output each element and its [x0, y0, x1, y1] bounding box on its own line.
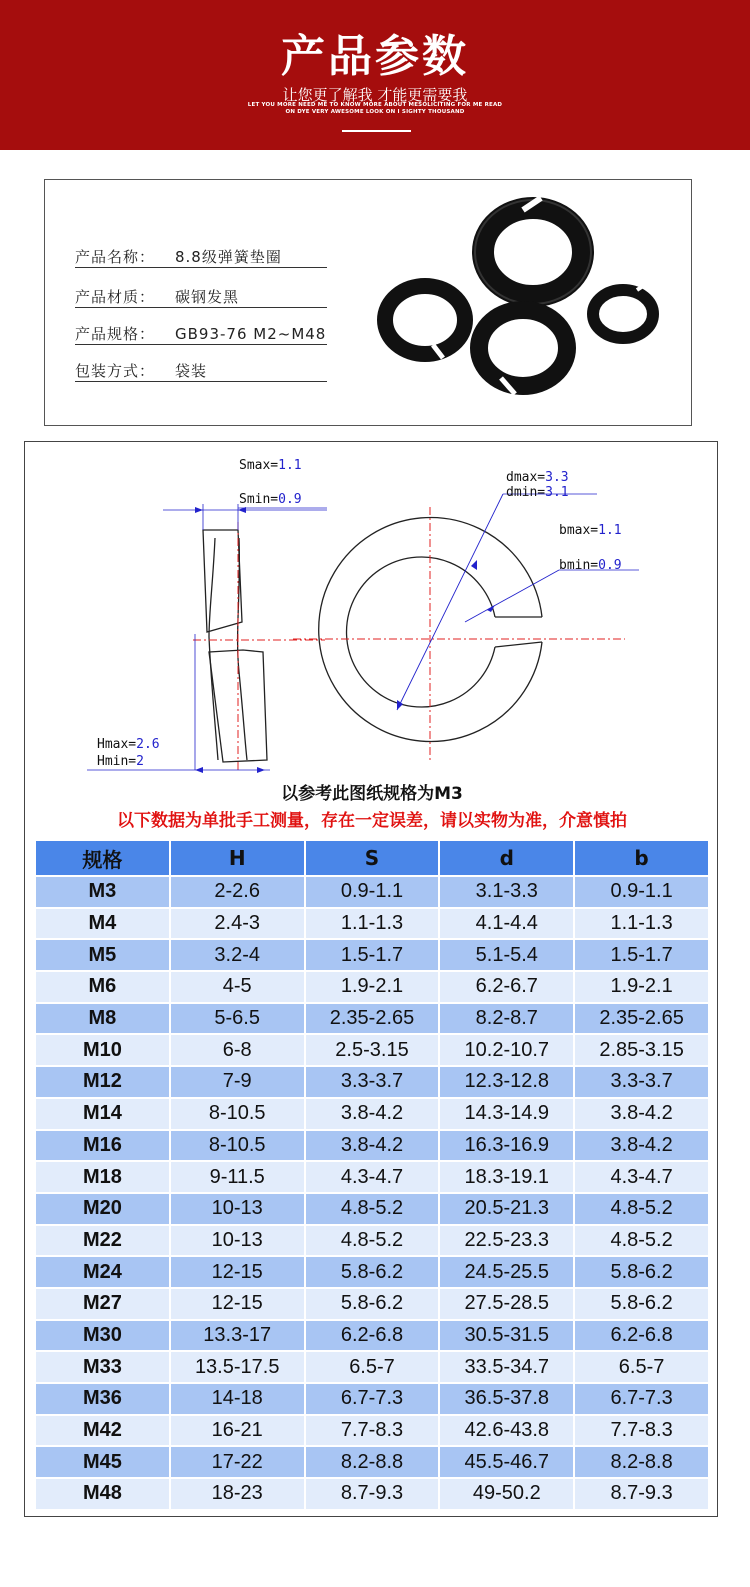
info-row-packaging: [75, 360, 327, 382]
info-label: 产品规格：: [75, 325, 156, 343]
size-cell: M22: [35, 1225, 170, 1257]
value-cell: 1.5-1.7: [574, 939, 709, 971]
table-row: [35, 1415, 709, 1447]
value-cell: 18-23: [170, 1478, 305, 1510]
value-cell: 1.5-1.7: [305, 939, 440, 971]
table-body: [35, 876, 709, 1510]
size-cell: M24: [35, 1256, 170, 1288]
value-cell: 3.3-3.7: [305, 1066, 440, 1098]
spring-washers-photo: [375, 190, 675, 420]
banner-divider: [342, 130, 411, 132]
value-cell: 8-10.5: [170, 1130, 305, 1162]
value-cell: 20.5-21.3: [439, 1193, 574, 1225]
size-cell: M42: [35, 1415, 170, 1447]
header-b: b: [574, 840, 709, 876]
value-cell: 5.8-6.2: [574, 1256, 709, 1288]
page-title: 产品参数: [281, 31, 469, 82]
value-cell: 4.3-4.7: [305, 1161, 440, 1193]
value-cell: 2.35-2.65: [305, 1003, 440, 1035]
value-cell: 5-6.5: [170, 1003, 305, 1035]
table-row: [35, 1383, 709, 1415]
value-cell: 3.1-3.3: [439, 876, 574, 908]
washer-drawing: [25, 442, 719, 777]
bmax-label: bmax=1.1: [559, 523, 622, 538]
value-cell: 5.1-5.4: [439, 939, 574, 971]
reference-caption: 以参考此图纸规格为M3: [281, 784, 463, 804]
value-cell: 22.5-23.3: [439, 1225, 574, 1257]
d-dimension-line: [397, 494, 503, 710]
value-cell: 16-21: [170, 1415, 305, 1447]
value-cell: 45.5-46.7: [439, 1446, 574, 1478]
value-cell: 6.7-7.3: [574, 1383, 709, 1415]
info-value: 8.8级弹簧垫圈: [175, 248, 282, 266]
value-cell: 12-15: [170, 1256, 305, 1288]
value-cell: 33.5-34.7: [439, 1351, 574, 1383]
header-banner: [0, 0, 750, 150]
header-h: H: [170, 840, 305, 876]
size-cell: M48: [35, 1478, 170, 1510]
value-cell: 7.7-8.3: [305, 1415, 440, 1447]
value-cell: 6.5-7: [305, 1351, 440, 1383]
product-info-panel: [44, 179, 692, 426]
smin-label: Smin=0.9: [239, 492, 302, 507]
value-cell: 3.2-4: [170, 939, 305, 971]
value-cell: 12-15: [170, 1288, 305, 1320]
value-cell: 4.8-5.2: [305, 1193, 440, 1225]
value-cell: 3.3-3.7: [574, 1066, 709, 1098]
value-cell: 17-22: [170, 1446, 305, 1478]
dmin-label: dmin=3.1: [506, 485, 569, 500]
bmin-label: bmin=0.9: [559, 558, 622, 573]
value-cell: 2-2.6: [170, 876, 305, 908]
page-subtitle: 让您更了解我 才能更需要我: [282, 86, 468, 104]
info-label: 产品材质：: [75, 288, 156, 306]
value-cell: 7-9: [170, 1066, 305, 1098]
value-cell: 5.8-6.2: [574, 1288, 709, 1320]
value-cell: 49-50.2: [439, 1478, 574, 1510]
value-cell: 3.8-4.2: [305, 1130, 440, 1162]
header-size: 规格: [35, 840, 170, 876]
value-cell: 12.3-12.8: [439, 1066, 574, 1098]
washer-left: [385, 286, 465, 358]
value-cell: 1.9-2.1: [305, 971, 440, 1003]
value-cell: 24.5-25.5: [439, 1256, 574, 1288]
value-cell: 6-8: [170, 1034, 305, 1066]
header-d: d: [439, 840, 574, 876]
value-cell: 8-10.5: [170, 1098, 305, 1130]
info-row-spec: [75, 323, 327, 345]
table-row: [35, 1288, 709, 1320]
value-cell: 8.7-9.3: [305, 1478, 440, 1510]
value-cell: 6.7-7.3: [305, 1383, 440, 1415]
table-row: [35, 1225, 709, 1257]
table-row: [35, 1034, 709, 1066]
value-cell: 42.6-43.8: [439, 1415, 574, 1447]
value-cell: 13.5-17.5: [170, 1351, 305, 1383]
technical-drawing-panel: [24, 441, 718, 1517]
value-cell: 9-11.5: [170, 1161, 305, 1193]
table-row: [35, 1446, 709, 1478]
value-cell: 30.5-31.5: [439, 1320, 574, 1352]
value-cell: 27.5-28.5: [439, 1288, 574, 1320]
info-value: 袋装: [175, 362, 208, 380]
size-cell: M45: [35, 1446, 170, 1478]
value-cell: 8.2-8.8: [574, 1446, 709, 1478]
size-cell: M20: [35, 1193, 170, 1225]
table-row: [35, 1193, 709, 1225]
b-dimension-line: [465, 570, 559, 622]
info-label: 产品名称：: [75, 248, 156, 266]
table-row: [35, 876, 709, 908]
value-cell: 6.2-6.8: [305, 1320, 440, 1352]
info-value: 碳钢发黑: [175, 288, 240, 306]
value-cell: 36.5-37.8: [439, 1383, 574, 1415]
value-cell: 16.3-16.9: [439, 1130, 574, 1162]
info-label: 包装方式：: [75, 362, 156, 380]
hmin-label: Hmin=2: [97, 754, 144, 769]
value-cell: 3.8-4.2: [574, 1130, 709, 1162]
table-row: [35, 1351, 709, 1383]
table-row: [35, 1478, 709, 1510]
washer-small: [593, 282, 653, 338]
value-cell: 13.3-17: [170, 1320, 305, 1352]
table-row: [35, 1130, 709, 1162]
size-cell: M3: [35, 876, 170, 908]
side-view: [203, 530, 267, 762]
value-cell: 14-18: [170, 1383, 305, 1415]
table-row: [35, 1003, 709, 1035]
table-row: [35, 1161, 709, 1193]
table-row: [35, 908, 709, 940]
size-cell: M16: [35, 1130, 170, 1162]
spec-table: [34, 839, 710, 1511]
value-cell: 0.9-1.1: [305, 876, 440, 908]
size-cell: M14: [35, 1098, 170, 1130]
table-row: [35, 1098, 709, 1130]
hmax-label: Hmax=2.6: [97, 737, 160, 752]
value-cell: 8.2-8.7: [439, 1003, 574, 1035]
dmax-label: dmax=3.3: [506, 470, 569, 485]
header-s: S: [305, 840, 440, 876]
size-cell: M4: [35, 908, 170, 940]
english-tagline-1: LET YOU MORE NEED ME TO KNOW MORE ABOUT MESOLICITING FOR ME READ: [247, 102, 503, 108]
value-cell: 5.8-6.2: [305, 1288, 440, 1320]
value-cell: 3.8-4.2: [574, 1098, 709, 1130]
size-cell: M10: [35, 1034, 170, 1066]
smax-label: Smax=1.1: [239, 458, 302, 473]
value-cell: 3.8-4.2: [305, 1098, 440, 1130]
value-cell: 8.2-8.8: [305, 1446, 440, 1478]
value-cell: 1.9-2.1: [574, 971, 709, 1003]
value-cell: 5.8-6.2: [305, 1256, 440, 1288]
value-cell: 7.7-8.3: [574, 1415, 709, 1447]
value-cell: 8.7-9.3: [574, 1478, 709, 1510]
value-cell: 10.2-10.7: [439, 1034, 574, 1066]
value-cell: 4-5: [170, 971, 305, 1003]
value-cell: 6.2-6.7: [439, 971, 574, 1003]
value-cell: 14.3-14.9: [439, 1098, 574, 1130]
value-cell: 1.1-1.3: [574, 908, 709, 940]
value-cell: 2.35-2.65: [574, 1003, 709, 1035]
value-cell: 2.4-3: [170, 908, 305, 940]
table-row: [35, 1066, 709, 1098]
size-cell: M18: [35, 1161, 170, 1193]
value-cell: 6.2-6.8: [574, 1320, 709, 1352]
table-row: [35, 1256, 709, 1288]
value-cell: 4.1-4.4: [439, 908, 574, 940]
table-row: [35, 1320, 709, 1352]
value-cell: 10-13: [170, 1193, 305, 1225]
value-cell: 2.5-3.15: [305, 1034, 440, 1066]
table-header-row: [35, 840, 709, 876]
info-value: GB93-76 M2~M48: [175, 325, 327, 343]
value-cell: 18.3-19.1: [439, 1161, 574, 1193]
value-cell: 4.3-4.7: [574, 1161, 709, 1193]
value-cell: 6.5-7: [574, 1351, 709, 1383]
size-cell: M27: [35, 1288, 170, 1320]
washer-middle: [479, 310, 567, 394]
value-cell: 2.85-3.15: [574, 1034, 709, 1066]
s-arrow-left: [195, 507, 203, 513]
table-row: [35, 939, 709, 971]
value-cell: 4.8-5.2: [574, 1225, 709, 1257]
size-cell: M33: [35, 1351, 170, 1383]
size-cell: M30: [35, 1320, 170, 1352]
size-cell: M8: [35, 1003, 170, 1035]
info-row-material: [75, 286, 327, 308]
value-cell: 4.8-5.2: [574, 1193, 709, 1225]
value-cell: 10-13: [170, 1225, 305, 1257]
size-cell: M12: [35, 1066, 170, 1098]
info-row-name: [75, 246, 327, 268]
disclaimer-caption: 以下数据为单批手工测量，存在一定误差，请以实物为准，介意慎拍: [117, 811, 627, 831]
size-cell: M36: [35, 1383, 170, 1415]
value-cell: 0.9-1.1: [574, 876, 709, 908]
table-row: [35, 971, 709, 1003]
washer-large: [475, 198, 591, 304]
value-cell: 1.1-1.3: [305, 908, 440, 940]
english-tagline-2: ON DYE VERY AWESOME LOOK ON I SIGHTY THOUSAND: [285, 109, 465, 115]
size-cell: M5: [35, 939, 170, 971]
value-cell: 4.8-5.2: [305, 1225, 440, 1257]
size-cell: M6: [35, 971, 170, 1003]
